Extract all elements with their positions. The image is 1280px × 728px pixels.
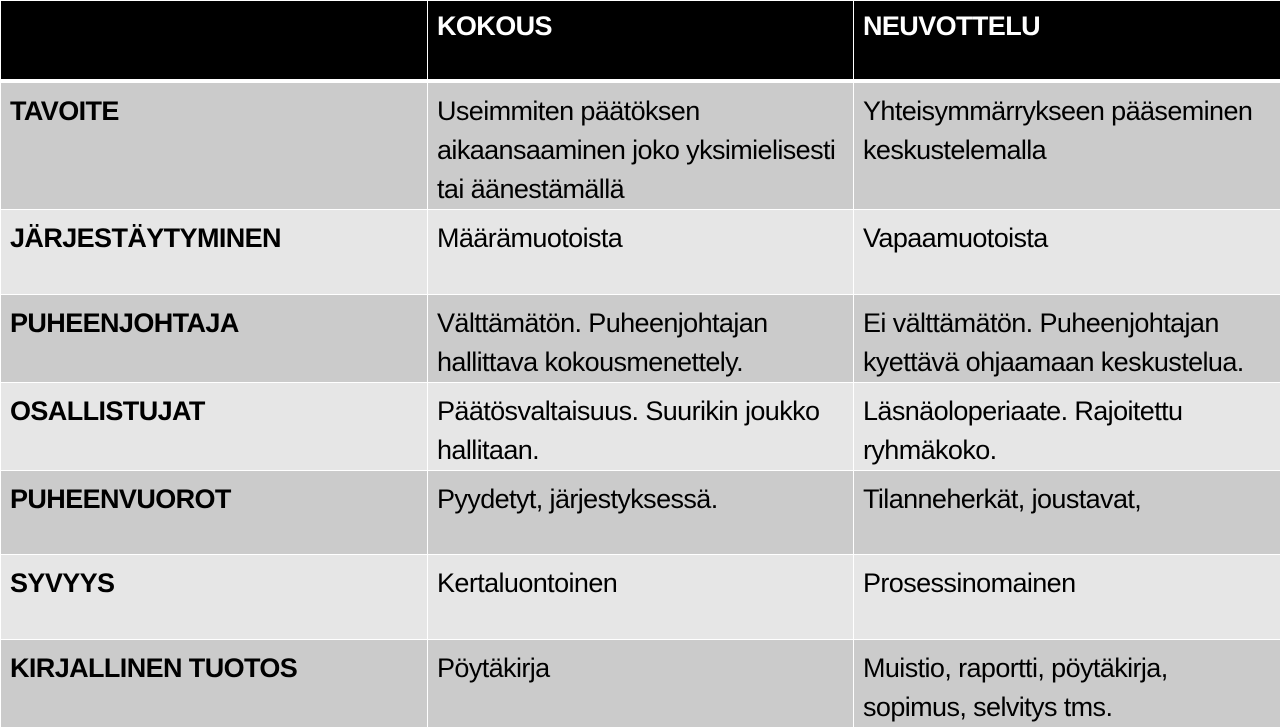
kokous-cell: Kertaluontoinen	[428, 555, 854, 640]
row-label: TAVOITE	[1, 81, 428, 210]
row-label: SYVYYS	[1, 555, 428, 640]
neuvottelu-cell: Läsnäoloperiaate. Rajoitettu ryhmäkoko.	[854, 383, 1280, 471]
kokous-cell: Määrämuotoista	[428, 210, 854, 295]
table-row	[1, 640, 1280, 728]
row-label: PUHEENJOHTAJA	[1, 295, 428, 383]
kokous-cell: Välttämätön. Puheenjohtajan hallittava kokousmenettely.	[428, 295, 854, 383]
header-cell-kokous: KOKOUS	[428, 1, 854, 82]
table-row	[1, 295, 1280, 383]
table-row	[1, 471, 1280, 555]
neuvottelu-cell: Yhteisymmärrykseen pääseminen keskustelemalla	[854, 81, 1280, 210]
row-label: OSALLISTUJAT	[1, 383, 428, 471]
neuvottelu-cell: Prosessinomainen	[854, 555, 1280, 640]
header-row	[1, 1, 1280, 82]
kokous-cell: Pöytäkirja	[428, 640, 854, 728]
header-cell-neuvottelu: NEUVOTTELU	[854, 1, 1280, 82]
row-label: KIRJALLINEN TUOTOS	[1, 640, 428, 728]
kokous-cell: Pyydetyt, järjestyksessä.	[428, 471, 854, 555]
neuvottelu-cell: Vapaamuotoista	[854, 210, 1280, 295]
row-label: JÄRJESTÄYTYMINEN	[1, 210, 428, 295]
table-row	[1, 555, 1280, 640]
table-row	[1, 383, 1280, 471]
table-row	[1, 81, 1280, 210]
row-label: PUHEENVUOROT	[1, 471, 428, 555]
kokous-cell: Useimmiten päätöksen aikaansaaminen joko yksimielisesti tai äänestämällä	[428, 81, 854, 210]
neuvottelu-cell: Tilanneherkät, joustavat,	[854, 471, 1280, 555]
neuvottelu-cell: Muistio, raportti, pöytäkirja, sopimus, selvitys tms.	[854, 640, 1280, 728]
header-cell-empty	[1, 1, 428, 82]
table-row	[1, 210, 1280, 295]
neuvottelu-cell: Ei välttämätön. Puheenjohtajan kyettävä ohjaamaan keskustelua.	[854, 295, 1280, 383]
kokous-cell: Päätösvaltaisuus. Suurikin joukko hallitaan.	[428, 383, 854, 471]
